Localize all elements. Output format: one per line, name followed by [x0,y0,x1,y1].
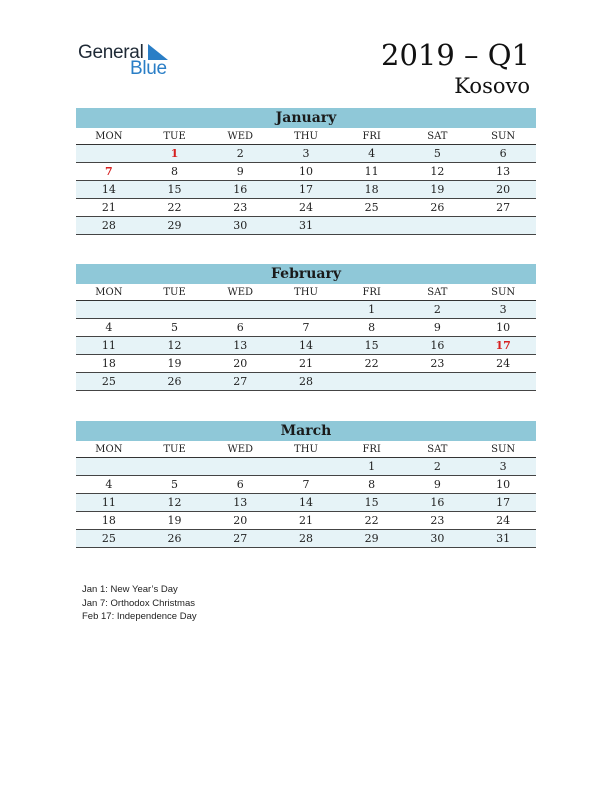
week-row [76,494,536,512]
day-cell: 11 [76,494,142,512]
week-row [76,199,536,217]
day-cell: 15 [339,494,405,512]
day-cell: 21 [273,355,339,373]
weekday-header: SUN [470,441,536,458]
page-title: 2019 – Q1 [381,38,530,72]
day-cell: 17 [273,181,339,199]
country-name: Kosovo [454,74,530,98]
day-cell: 23 [405,512,471,530]
day-cell: 15 [142,181,208,199]
brand-word-general: General [78,42,144,63]
day-cell: 18 [76,512,142,530]
day-cell: 4 [76,476,142,494]
day-cell: 1 [339,301,405,319]
day-cell: 6 [470,145,536,163]
month-block-march [76,421,536,548]
month-grid [76,128,536,235]
day-cell [207,301,273,319]
day-cell: 25 [76,530,142,548]
day-cell: 1 [142,145,208,163]
weekday-header: MON [76,284,142,301]
day-cell: 31 [273,217,339,235]
day-cell: 14 [273,494,339,512]
day-cell: 14 [76,181,142,199]
day-cell [470,373,536,391]
day-cell [339,217,405,235]
day-cell: 16 [405,494,471,512]
day-cell [339,373,405,391]
day-cell: 3 [470,301,536,319]
week-row [76,458,536,476]
weekday-header: TUE [142,128,208,145]
weekday-header: SUN [470,128,536,145]
month-name: February [76,264,536,284]
day-cell: 28 [273,373,339,391]
day-cell: 7 [76,163,142,181]
day-cell: 8 [142,163,208,181]
day-cell: 6 [207,476,273,494]
weekday-header: TUE [142,441,208,458]
day-cell: 7 [273,476,339,494]
week-row [76,145,536,163]
day-cell [207,458,273,476]
weekday-header: FRI [339,441,405,458]
holiday-note: Jan 1: New Year’s Day [82,584,178,595]
weekday-header: FRI [339,284,405,301]
day-cell: 5 [142,319,208,337]
day-cell: 10 [470,476,536,494]
holiday-note: Feb 17: Independence Day [82,611,197,622]
month-grid [76,441,536,548]
day-cell: 7 [273,319,339,337]
weekday-header: MON [76,441,142,458]
week-row [76,319,536,337]
day-cell: 26 [405,199,471,217]
day-cell [142,301,208,319]
holiday-note: Jan 7: Orthodox Christmas [82,597,195,609]
day-cell: 9 [405,319,471,337]
day-cell: 24 [273,199,339,217]
day-cell: 26 [142,373,208,391]
day-cell: 6 [207,319,273,337]
day-cell: 19 [142,355,208,373]
week-row [76,301,536,319]
week-row [76,476,536,494]
month-block-february [76,264,536,391]
day-cell: 8 [339,476,405,494]
day-cell: 9 [207,163,273,181]
day-cell: 8 [339,319,405,337]
day-cell: 3 [273,145,339,163]
weekday-header: WED [207,441,273,458]
day-cell: 18 [339,181,405,199]
day-cell: 25 [339,199,405,217]
day-cell: 19 [142,512,208,530]
weekday-header: SUN [470,284,536,301]
day-cell: 12 [142,494,208,512]
day-cell: 1 [339,458,405,476]
day-cell: 14 [273,337,339,355]
day-cell: 24 [470,512,536,530]
weekday-header: FRI [339,128,405,145]
day-cell: 20 [470,181,536,199]
day-cell: 27 [470,199,536,217]
day-cell: 22 [339,512,405,530]
day-cell: 25 [76,373,142,391]
day-cell: 22 [339,355,405,373]
day-cell [273,301,339,319]
day-cell [273,458,339,476]
day-cell: 11 [339,163,405,181]
day-cell: 12 [142,337,208,355]
day-cell: 15 [339,337,405,355]
day-cell: 22 [142,199,208,217]
day-cell: 30 [405,530,471,548]
day-cell: 21 [76,199,142,217]
weekday-header: WED [207,128,273,145]
day-cell: 12 [405,163,471,181]
day-cell: 18 [76,355,142,373]
day-cell: 31 [470,530,536,548]
weekday-header: THU [273,284,339,301]
week-row [76,512,536,530]
day-cell: 19 [405,181,471,199]
day-cell: 27 [207,530,273,548]
day-cell: 24 [470,355,536,373]
week-row [76,163,536,181]
weekday-header: SAT [405,284,471,301]
month-name: March [76,421,536,441]
day-cell: 28 [76,217,142,235]
day-cell: 16 [207,181,273,199]
day-cell: 28 [273,530,339,548]
day-cell: 21 [273,512,339,530]
weekday-header: MON [76,128,142,145]
day-cell: 29 [339,530,405,548]
day-cell: 10 [470,319,536,337]
day-cell: 30 [207,217,273,235]
day-cell: 3 [470,458,536,476]
day-cell: 5 [405,145,471,163]
day-cell: 9 [405,476,471,494]
day-cell [470,217,536,235]
day-cell: 27 [207,373,273,391]
day-cell: 13 [470,163,536,181]
weekday-header: SAT [405,441,471,458]
day-cell: 20 [207,512,273,530]
day-cell: 11 [76,337,142,355]
day-cell: 2 [207,145,273,163]
day-cell: 13 [207,494,273,512]
day-cell: 17 [470,494,536,512]
day-cell: 17 [470,337,536,355]
week-row [76,373,536,391]
holiday-notes [82,583,197,624]
day-cell [76,301,142,319]
week-row [76,530,536,548]
week-row [76,217,536,235]
weekday-header: TUE [142,284,208,301]
day-cell: 26 [142,530,208,548]
month-name: January [76,108,536,128]
month-grid [76,284,536,391]
day-cell: 10 [273,163,339,181]
day-cell [76,145,142,163]
day-cell: 2 [405,301,471,319]
day-cell: 4 [76,319,142,337]
weekday-header: THU [273,441,339,458]
day-cell: 20 [207,355,273,373]
week-row [76,181,536,199]
brand-logo [78,40,188,80]
week-row [76,337,536,355]
weekday-header: WED [207,284,273,301]
weekday-header: SAT [405,128,471,145]
day-cell: 23 [405,355,471,373]
day-cell: 4 [339,145,405,163]
day-cell: 23 [207,199,273,217]
day-cell: 5 [142,476,208,494]
month-block-january [76,108,536,235]
day-cell: 16 [405,337,471,355]
weekday-header: THU [273,128,339,145]
day-cell: 13 [207,337,273,355]
day-cell [76,458,142,476]
week-row [76,355,536,373]
day-cell [142,458,208,476]
day-cell [405,373,471,391]
day-cell: 29 [142,217,208,235]
day-cell: 2 [405,458,471,476]
brand-word-blue: Blue [130,58,167,79]
day-cell [405,217,471,235]
